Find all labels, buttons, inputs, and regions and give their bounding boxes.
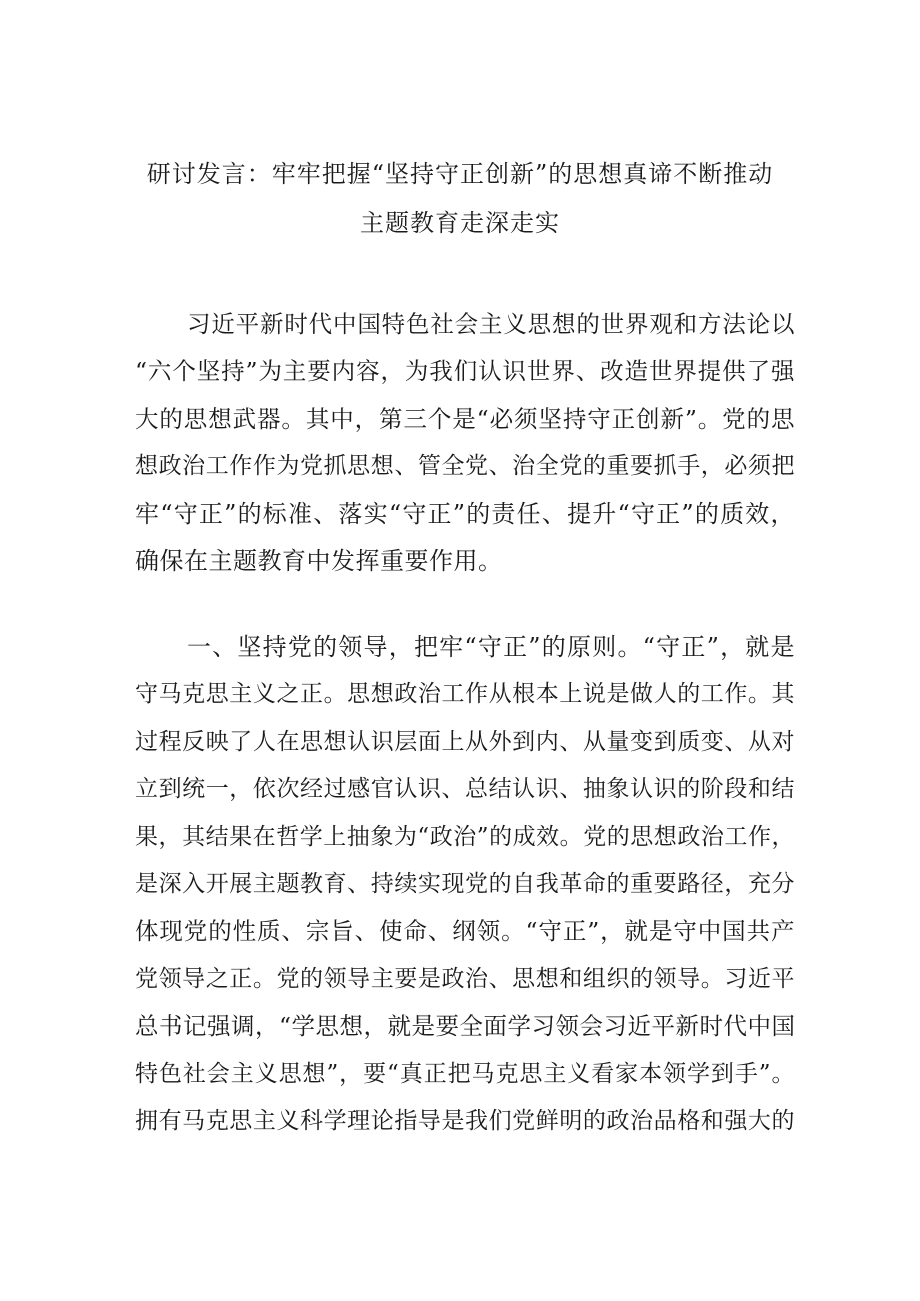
document-title-line-1: 研讨发言：牢牢把握“坚持守正创新”的思想真谛不断推动 bbox=[146, 160, 774, 188]
paragraph-line: 守马克思主义之正。思想政治工作从根本上说是做人的工作。其 bbox=[135, 681, 795, 708]
paragraph-intro bbox=[135, 301, 795, 585]
paragraph-line: 果，其结果在哲学上抽象为“政治”的成效。党的思想政治工作， bbox=[135, 823, 795, 850]
paragraph-line: 大的思想武器。其中，第三个是“必须坚持守正创新”。党的思 bbox=[135, 404, 795, 433]
paragraph-line: 想政治工作作为党抓思想、管全党、治全党的重要抓手，必须把 bbox=[135, 453, 795, 480]
document-title-line-2: 主题教育走深走实 bbox=[360, 209, 560, 237]
paragraph-line: 一、坚持党的领导，把牢“守正”的原则。“守正”，就是 bbox=[187, 633, 795, 661]
paragraph-line: “六个坚持”为主要内容，为我们认识世界、改造世界提供了强 bbox=[135, 357, 795, 386]
paragraph-line: 总书记强调，“学思想，就是要全面学习领会习近平新时代中国 bbox=[135, 1012, 796, 1041]
paragraph-line: 习近平新时代中国特色社会主义思想的世界观和方法论以 bbox=[187, 310, 795, 338]
paragraph-line: 是深入开展主题教育、持续实现党的自我革命的重要路径，充分 bbox=[135, 870, 795, 897]
paragraph-line: 牢“守正”的标准、落实“守正”的责任、提升“守正”的质效， bbox=[135, 499, 795, 528]
paragraph-section-one bbox=[135, 624, 795, 1145]
paragraph-line: 党领导之正。党的领导主要是政治、思想和组织的领导。习近平 bbox=[135, 965, 795, 992]
paragraph-line: 过程反映了人在思想认识层面上从外到内、从量变到质变、从对 bbox=[135, 728, 795, 755]
paragraph-line: 确保在主题教育中发挥重要作用。 bbox=[135, 546, 503, 575]
paragraph-line: 体现党的性质、宗旨、使命、纲领。“守正”，就是守中国共产 bbox=[135, 917, 795, 946]
paragraph-line: 特色社会主义思想”，要“真正把马克思主义看家本领学到手”。 bbox=[135, 1060, 795, 1087]
paragraph-line: 拥有马克思主义科学理论指导是我们党鲜明的政治品格和强大的 bbox=[135, 1107, 795, 1134]
paragraph-line: 立到统一，依次经过感官认识、总结认识、抽象认识的阶段和结 bbox=[135, 776, 795, 803]
